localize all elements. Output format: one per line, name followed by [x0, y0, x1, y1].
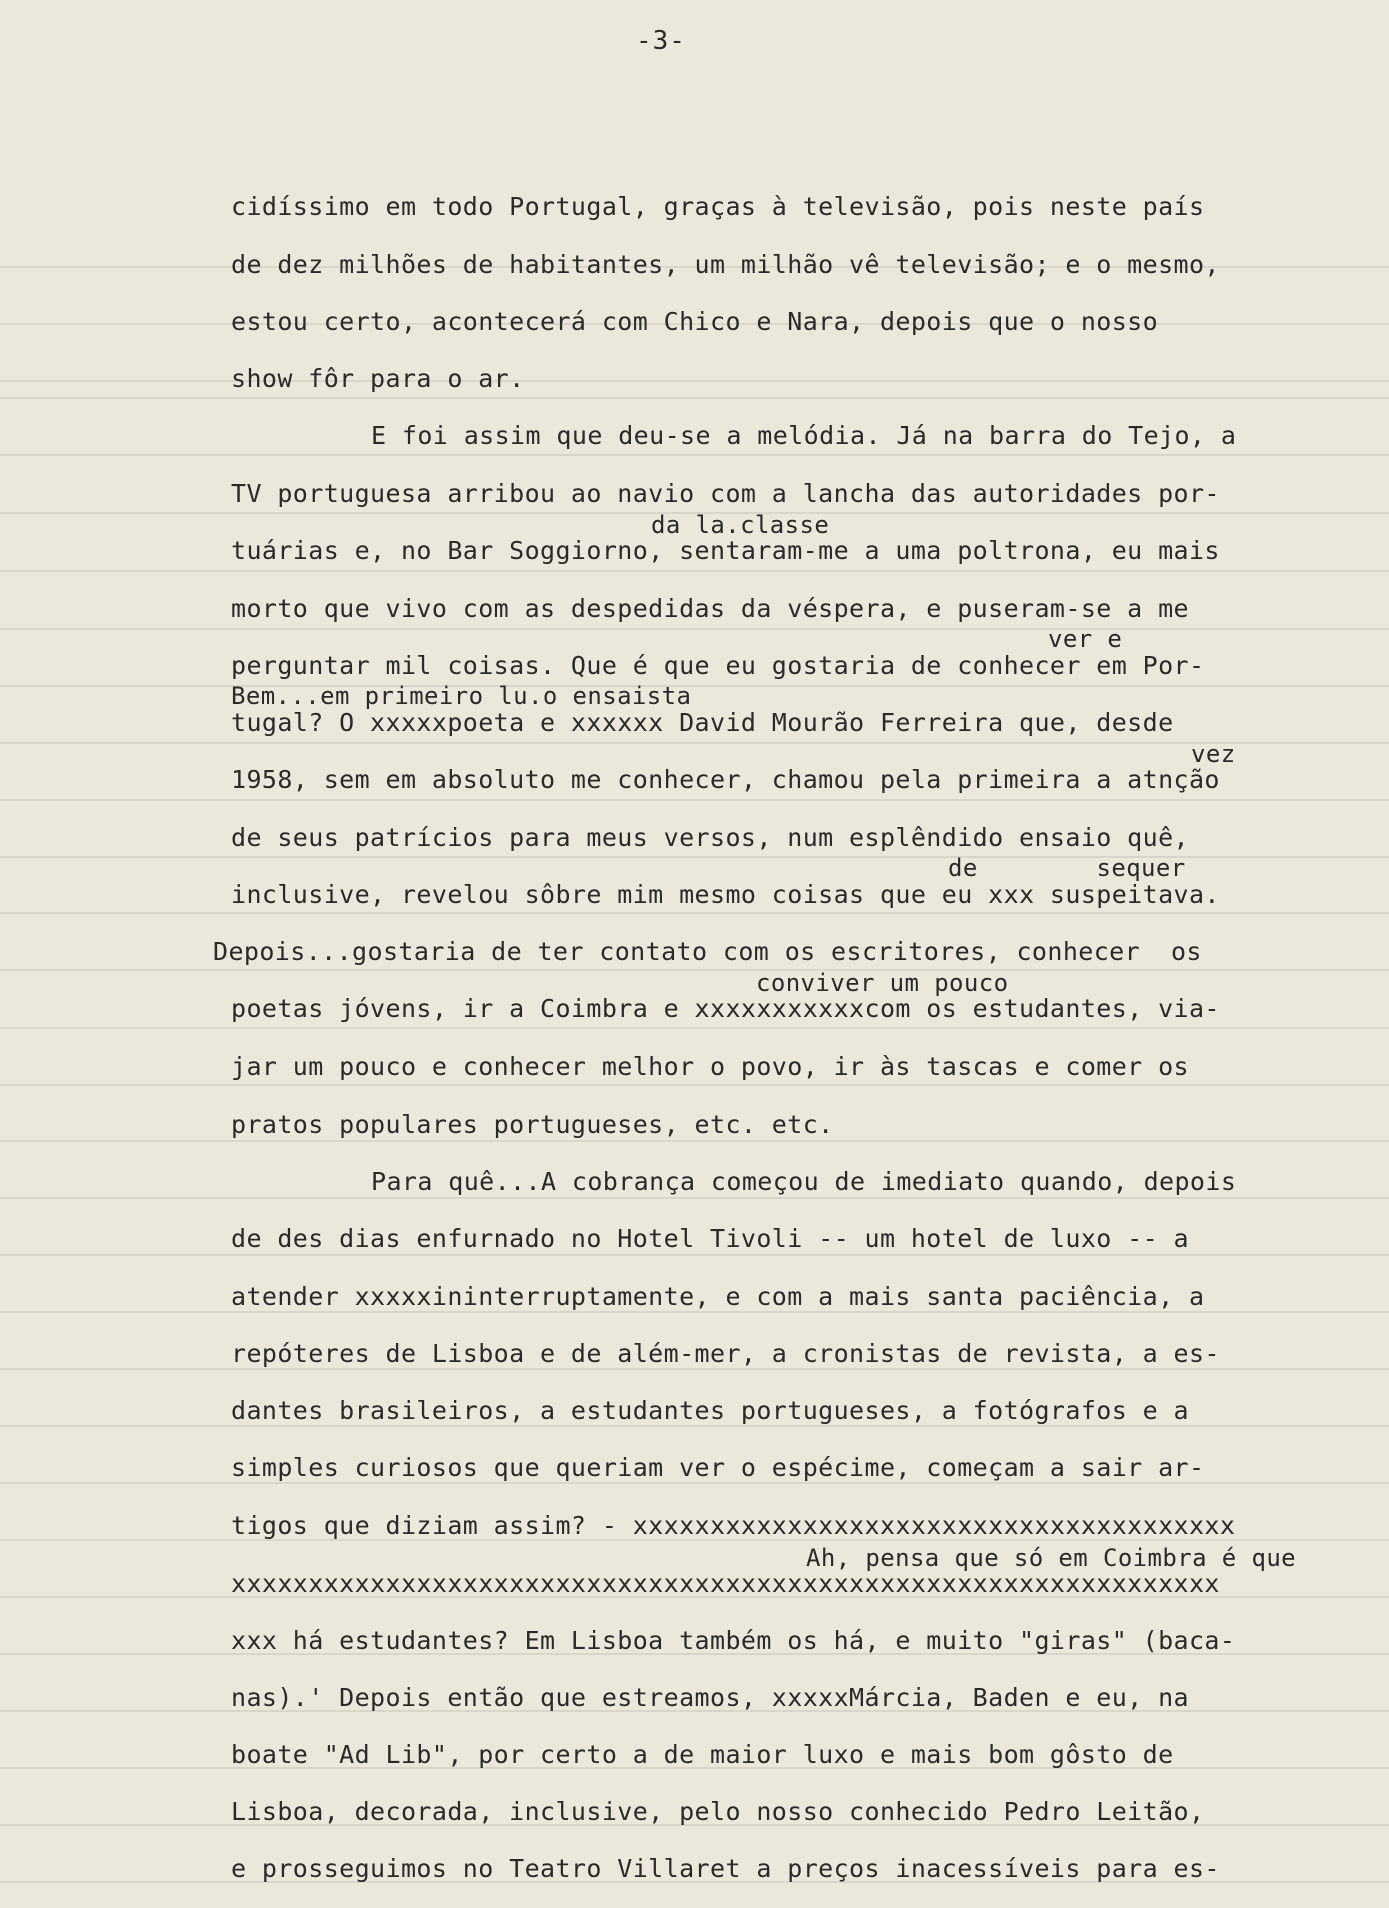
- text-line: morto que vivo com as despedidas da véspera, e puseram-se a me: [231, 594, 1189, 623]
- text-line: boate "Ad Lib", por certo a de maior luxo e mais bom gôsto de: [231, 1740, 1174, 1769]
- text-line: simples curiosos que queriam ver o espécime, começam a sair ar-: [231, 1453, 1205, 1482]
- text-line: show fôr para o ar.: [231, 364, 525, 393]
- text-line: 1958, sem em absoluto me conhecer, chamou pela primeira a atnção: [231, 765, 1220, 794]
- text-line: jar um pouco e conhecer melhor o povo, ir às tascas e comer os: [231, 1052, 1189, 1081]
- text-line: estou certo, acontecerá com Chico e Nara, depois que o nosso: [231, 307, 1159, 336]
- text-line: de dez milhões de habitantes, um milhão vê televisão; e o mesmo,: [231, 250, 1220, 279]
- text-line: poetas jóvens, ir a Coimbra e xxxxxxxxxxxcom os estudantes, via-: [231, 994, 1220, 1023]
- text-line: Depois...gostaria de ter contato com os escritores, conhecer os: [213, 937, 1202, 966]
- text-line: pratos populares portugueses, etc. etc.: [231, 1110, 834, 1139]
- text-line: TV portuguesa arribou ao navio com a lancha das autoridades por-: [231, 479, 1220, 508]
- text-line: tigos que diziam assim? - xxxxxxxxxxxxxxxxxxxxxxxxxxxxxxxxxxxxxxx: [231, 1511, 1236, 1540]
- text-line: de des dias enfurnado no Hotel Tivoli -- um hotel de luxo -- a: [231, 1224, 1189, 1253]
- text-line: E foi assim que deu-se a melódia. Já na barra do Tejo, a: [371, 421, 1237, 450]
- text-line: cidíssimo em todo Portugal, graças à televisão, pois neste país: [231, 192, 1205, 221]
- text-line: de seus patrícios para meus versos, num esplêndido ensaio quê,: [231, 823, 1189, 852]
- text-line: inclusive, revelou sôbre mim mesmo coisas que eu xxx suspeitava.: [231, 880, 1220, 909]
- text-line: xxx há estudantes? Em Lisboa também os há, e muito "giras" (baca-: [231, 1626, 1236, 1655]
- insert-line: ver e: [1048, 625, 1123, 653]
- text-line: perguntar mil coisas. Que é que eu gostaria de conhecer em Por-: [231, 651, 1205, 680]
- text-line: xxxxxxxxxxxxxxxxxxxxxxxxxxxxxxxxxxxxxxxxxxxxxxxxxxxxxxxxxxxxxxxx: [231, 1569, 1220, 1598]
- insert-line: Ah, pensa que só em Coimbra é que: [806, 1544, 1297, 1572]
- insert-line: vez: [1191, 740, 1236, 768]
- text-line: dantes brasileiros, a estudantes portugueses, a fotógrafos e a: [231, 1396, 1189, 1425]
- text-line: nas).' Depois então que estreamos, xxxxxMárcia, Baden e eu, na: [231, 1683, 1189, 1712]
- insert-line: Bem...em primeiro lu.o ensaista: [231, 682, 692, 710]
- text-line: tugal? O xxxxxpoeta e xxxxxx David Mourão Ferreira que, desde: [231, 708, 1174, 737]
- text-line: e prosseguimos no Teatro Villaret a preços inacessíveis para es-: [231, 1854, 1220, 1883]
- insert-line: conviver um pouco: [756, 969, 1009, 997]
- text-line: atender xxxxxininterruptamente, e com a mais santa paciência, a: [231, 1282, 1205, 1311]
- text-line: Lisboa, decorada, inclusive, pelo nosso conhecido Pedro Leitão,: [231, 1797, 1205, 1826]
- text-line: tuárias e, no Bar Soggiorno, sentaram-me a uma poltrona, eu mais: [231, 536, 1220, 565]
- insert-line: de sequer: [948, 854, 1186, 882]
- page-number: -3-: [636, 26, 686, 56]
- text-line: repóteres de Lisboa e de além-mer, a cronistas de revista, a es-: [231, 1339, 1220, 1368]
- insert-line: da la.classe: [651, 511, 830, 539]
- text-line: Para quê...A cobrança começou de imediato quando, depois: [371, 1167, 1237, 1196]
